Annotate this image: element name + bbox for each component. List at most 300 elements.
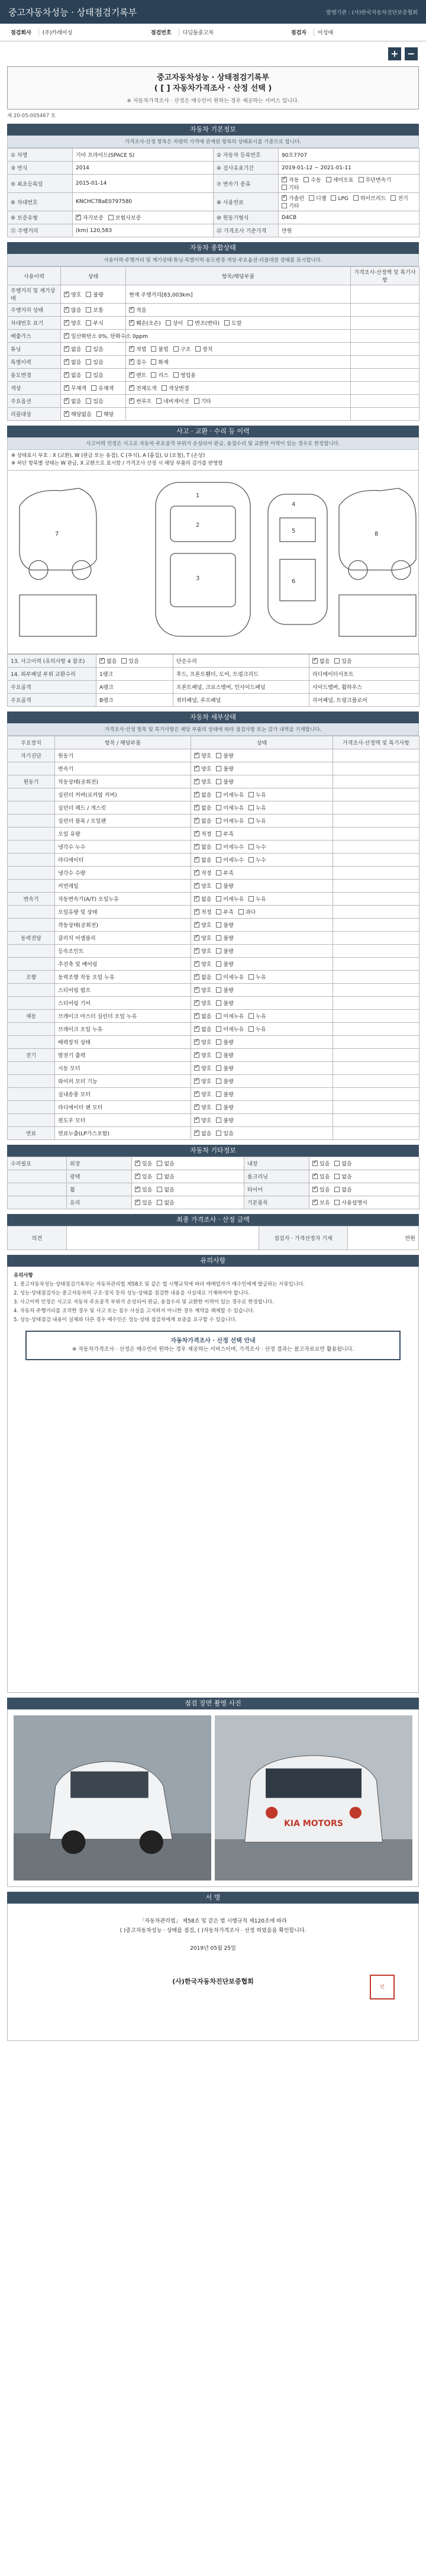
option-label: 해당 (103, 412, 114, 418)
checkbox[interactable] (248, 805, 254, 810)
checkbox[interactable] (64, 333, 69, 339)
summary-state (61, 330, 148, 343)
extra-table (7, 1157, 419, 1209)
checkbox[interactable] (91, 385, 96, 391)
option (64, 386, 86, 392)
detail-remark (333, 945, 419, 958)
checkbox[interactable] (135, 1174, 140, 1179)
checkbox[interactable] (156, 398, 162, 404)
detail-remark (333, 801, 419, 814)
checkbox[interactable] (86, 372, 91, 378)
checkbox[interactable] (216, 857, 221, 862)
svg-text:7: 7 (55, 531, 59, 537)
checkbox[interactable] (64, 411, 69, 417)
option-label: 수동 (311, 178, 321, 183)
detail-item: 작동상태(공회전) (55, 775, 191, 788)
detail-remark (333, 1049, 419, 1062)
checkbox[interactable] (194, 1105, 199, 1110)
summary-item: 용도변경 (8, 369, 61, 382)
checkbox[interactable] (248, 1013, 254, 1019)
checkbox[interactable] (309, 195, 314, 201)
option-label: 일산화탄소 0%, 탄화수소 0ppm (71, 334, 148, 340)
basic-cell (279, 193, 419, 211)
extra-cell: 수리필요 (8, 1157, 67, 1170)
checkbox[interactable] (96, 411, 102, 417)
detail-state (191, 984, 333, 997)
checkbox[interactable] (129, 307, 134, 313)
extra-cell: 외장 (67, 1157, 132, 1170)
sign-text-1: 「자동차관리법」 제58조 및 같은 법 시행규칙 제120조에 따라 (139, 1918, 287, 1924)
checkbox[interactable] (194, 870, 199, 875)
detail-row (8, 893, 419, 906)
option-label: 적정 (201, 871, 212, 877)
checkbox[interactable] (224, 320, 230, 326)
checkbox[interactable] (64, 398, 69, 404)
checkbox[interactable] (334, 1187, 340, 1192)
checkbox[interactable] (359, 177, 364, 182)
checkbox[interactable] (157, 1161, 162, 1166)
checkbox[interactable] (216, 1131, 221, 1136)
option-label: 자가보증 (83, 215, 104, 221)
checkbox[interactable] (173, 346, 179, 352)
checkbox[interactable] (194, 844, 199, 849)
checkbox[interactable] (194, 987, 199, 993)
checkbox[interactable] (194, 1065, 199, 1071)
option (194, 910, 211, 916)
extra-cell (8, 1170, 67, 1183)
checkbox[interactable] (64, 372, 69, 378)
option (194, 1079, 211, 1085)
checkbox[interactable] (194, 1000, 199, 1006)
checkbox[interactable] (194, 779, 199, 784)
checkbox[interactable] (129, 385, 134, 391)
summary-row (8, 395, 419, 408)
option (64, 412, 92, 418)
option-label: 없음 (201, 806, 212, 812)
checkbox[interactable] (194, 818, 199, 823)
option (86, 292, 103, 298)
detail-row (8, 854, 419, 867)
detail-system: 원동기 (8, 775, 55, 788)
option (304, 178, 321, 183)
extra-cell: 유리 (67, 1196, 132, 1209)
option (216, 832, 233, 838)
checkbox[interactable] (312, 658, 318, 664)
checkbox[interactable] (129, 346, 134, 352)
checkbox[interactable] (216, 974, 221, 980)
option-label: 양호 (201, 1105, 212, 1111)
checkbox[interactable] (216, 896, 221, 901)
detail-item: 와이퍼 모터 기능 (55, 1075, 191, 1088)
option-label: 미세누수 (223, 858, 244, 864)
option-label: 불량 (223, 962, 234, 968)
option-label: 가솔린 (289, 196, 305, 202)
checkbox[interactable] (64, 359, 69, 365)
detail-row (8, 945, 419, 958)
checkbox[interactable] (86, 346, 91, 352)
checkbox[interactable] (162, 385, 167, 391)
checkbox[interactable] (248, 792, 254, 797)
checkbox[interactable] (216, 1000, 221, 1006)
option-label: 없음 (71, 399, 82, 405)
checkbox[interactable] (216, 922, 221, 928)
option (312, 659, 330, 665)
summary-item: 튜닝 (8, 343, 61, 356)
checkbox[interactable] (129, 320, 134, 326)
checkbox[interactable] (216, 909, 221, 915)
detail-row (8, 1101, 419, 1114)
detail-row (8, 971, 419, 984)
checkbox[interactable] (151, 359, 156, 365)
zoom-in-button[interactable]: + (388, 47, 401, 60)
detail-item: 냉각수 누수 (55, 841, 191, 854)
checkbox[interactable] (312, 1174, 318, 1179)
checkbox[interactable] (248, 974, 254, 980)
meta-value: (주)카레이싱 (38, 28, 144, 36)
option-label: 미세누유 (223, 975, 244, 981)
detail-row (8, 997, 419, 1010)
summary-state (61, 356, 126, 369)
option-label: 변조(변타) (195, 321, 220, 327)
checkbox[interactable] (194, 831, 199, 836)
checkbox[interactable] (216, 1039, 221, 1045)
checkbox[interactable] (216, 818, 221, 823)
option-label: 없음 (201, 897, 212, 903)
basic-cell: ⑨ 보증유형 (8, 211, 73, 224)
checkbox[interactable] (195, 346, 201, 352)
option (312, 1187, 330, 1193)
checkbox[interactable] (194, 883, 199, 888)
checkbox[interactable] (86, 398, 91, 404)
caution-item: 4. 자동차 주행거리를 조작한 경우 및 사고 또는 침수 사실을 고지하지 아니한 경우 계약을 해제할 수 있습니다. (14, 1308, 255, 1314)
detail-state (191, 788, 333, 801)
zoom-out-button[interactable]: − (405, 47, 418, 60)
checkbox[interactable] (108, 215, 114, 220)
checkbox[interactable] (194, 1026, 199, 1032)
doc-title-line1: 중고자동차성능 · 상태점검기록부 (157, 73, 269, 82)
accident-cell: 단순수리 (173, 655, 309, 668)
checkbox[interactable] (194, 753, 199, 758)
detail-state (191, 775, 333, 788)
meta-value: 이성애 (314, 28, 419, 36)
checkbox[interactable] (282, 177, 287, 182)
checkbox[interactable] (194, 857, 199, 862)
cautions-heading: 유의사항 (14, 1273, 33, 1279)
checkbox[interactable] (194, 1131, 199, 1136)
basic-section-note: 가격조사·산정 항목은 차량의 가격에 관계된 항목의 상태표시를 기준으로 합니다. (7, 136, 419, 148)
summary-row (8, 330, 419, 343)
checkbox[interactable] (194, 909, 199, 915)
checkbox[interactable] (194, 948, 199, 954)
detail-item: 라디에이터 팬 모터 (55, 1101, 191, 1114)
checkbox[interactable] (334, 1200, 340, 1205)
checkbox[interactable] (194, 792, 199, 797)
checkbox[interactable] (194, 1052, 199, 1058)
car-photo-illustration (14, 1715, 211, 1881)
detail-row (8, 880, 419, 893)
checkbox[interactable] (216, 1078, 221, 1084)
checkbox[interactable] (216, 1052, 221, 1058)
accident-section-note: 사고이력 인정은 사고로 자동차 주요골격 부위가 손상되어 판금, 용접수리 및 교환한 이력이 있는 경우로 한정합니다. (7, 437, 419, 450)
summary-parts (126, 330, 351, 343)
basic-row (8, 162, 419, 175)
meta-label: 점검번호 (150, 30, 172, 36)
checkbox[interactable] (216, 935, 221, 941)
checkbox[interactable] (326, 177, 331, 182)
checkbox[interactable] (194, 1091, 199, 1097)
header-subtitle: 발행기관 : (사)한국자동차진단보증협회 (326, 9, 418, 16)
checkbox[interactable] (194, 766, 199, 771)
detail-item: 스티어링 펌프 (55, 984, 191, 997)
option-label: 불량 (223, 780, 234, 785)
detail-state (191, 867, 333, 880)
checkbox[interactable] (121, 658, 127, 664)
summary-row (8, 285, 419, 304)
checkbox[interactable] (248, 844, 254, 849)
checkbox[interactable] (216, 961, 221, 967)
basic-cell: ⑤ 최초등록일 (8, 175, 73, 193)
checkbox[interactable] (135, 1187, 140, 1192)
checkbox[interactable] (86, 359, 91, 365)
checkbox[interactable] (331, 195, 336, 201)
checkbox[interactable] (151, 346, 156, 352)
checkbox[interactable] (129, 359, 134, 365)
detail-row (8, 814, 419, 827)
option-label: 디젤 (316, 196, 327, 202)
checkbox[interactable] (64, 307, 69, 313)
option-label: 리스 (158, 373, 169, 379)
option (248, 806, 266, 812)
option-label: 썬루프 (136, 399, 152, 405)
option-label: 없음 (71, 347, 82, 353)
option (64, 308, 81, 314)
checkbox[interactable] (216, 987, 221, 993)
checkbox[interactable] (334, 1174, 340, 1179)
checkbox[interactable] (194, 1118, 199, 1123)
option-label: 부식 (93, 321, 104, 327)
option (121, 659, 138, 665)
option (86, 321, 103, 327)
option-label: 불량 (223, 1079, 234, 1085)
option-label: 누유 (256, 806, 266, 812)
summary-parts (126, 317, 351, 330)
extra-cell (8, 1183, 67, 1196)
summary-parts (126, 356, 351, 369)
detail-state (191, 945, 333, 958)
checkbox[interactable] (86, 320, 91, 326)
checkbox[interactable] (216, 831, 221, 836)
checkbox[interactable] (194, 1013, 199, 1019)
option (129, 308, 146, 314)
checkbox[interactable] (194, 935, 199, 941)
option (194, 871, 211, 877)
checkbox[interactable] (282, 185, 287, 190)
checkbox[interactable] (194, 1039, 199, 1045)
checkbox[interactable] (64, 346, 69, 352)
basic-row (8, 193, 419, 211)
option (216, 1027, 244, 1033)
extra-section-title: 자동차 기타정보 (7, 1145, 419, 1157)
detail-state (191, 1088, 333, 1101)
option (282, 204, 299, 210)
checkbox[interactable] (216, 1026, 221, 1032)
checkbox[interactable] (194, 896, 199, 901)
checkbox[interactable] (64, 385, 69, 391)
checkbox[interactable] (282, 203, 287, 208)
option (248, 1027, 266, 1033)
checkbox[interactable] (216, 792, 221, 797)
detail-item: 동력조향 작동 오일 누유 (55, 971, 191, 984)
detail-system: 조향 (8, 971, 55, 984)
option (156, 399, 189, 405)
checkbox[interactable] (334, 1161, 340, 1166)
detail-system (8, 1101, 55, 1114)
option (76, 215, 104, 221)
checkbox[interactable] (157, 1174, 162, 1179)
checkbox[interactable] (129, 372, 134, 378)
detail-state (191, 814, 333, 827)
checkbox[interactable] (248, 857, 254, 862)
detail-item: 실린더 커버(로커암 커버) (55, 788, 191, 801)
detail-item: 커먼레일 (55, 880, 191, 893)
checkbox[interactable] (64, 320, 69, 326)
option-label: 보험사보증 (115, 215, 141, 221)
option-label: 불량 (223, 884, 234, 890)
checkbox[interactable] (216, 948, 221, 954)
basic-row (8, 224, 419, 237)
checkbox[interactable] (135, 1161, 140, 1166)
checkbox[interactable] (99, 658, 105, 664)
checkbox[interactable] (238, 909, 244, 915)
checkbox[interactable] (194, 974, 199, 980)
checkbox[interactable] (334, 658, 340, 664)
summary-remark (351, 395, 419, 408)
checkbox[interactable] (194, 1078, 199, 1084)
checkbox[interactable] (216, 766, 221, 771)
checkbox[interactable] (248, 896, 254, 901)
header-bar (0, 0, 426, 24)
detail-remark (333, 1023, 419, 1036)
summary-parts (126, 395, 351, 408)
checkbox[interactable] (312, 1200, 318, 1205)
option-label: 없음 (201, 819, 212, 825)
checkbox[interactable] (135, 1200, 140, 1205)
detail-head: 가격조사·산정액 및 특기사항 (333, 736, 419, 749)
detail-item: 원동기 (55, 749, 191, 762)
option (326, 178, 354, 183)
option-label: 영업용 (180, 373, 196, 379)
option-label: 누수 (256, 845, 266, 851)
vehicle-diagram (7, 471, 419, 654)
checkbox[interactable] (157, 1187, 162, 1192)
checkbox[interactable] (194, 961, 199, 967)
option (216, 780, 233, 785)
option-label: 장치 (202, 347, 213, 353)
checkbox[interactable] (166, 320, 171, 326)
detail-state (191, 997, 333, 1010)
option (173, 373, 196, 379)
checkbox[interactable] (216, 844, 221, 849)
legend-line: ※ 하단 항목별 상태는 W 판금, X 교환으로 표시함 / 가격조사 산정 시 해당 부품의 감가를 반영함 (11, 461, 223, 466)
checkbox[interactable] (216, 1091, 221, 1097)
opinion-field[interactable] (67, 1226, 259, 1250)
detail-row (8, 1114, 419, 1127)
summary-state (61, 408, 126, 421)
checkbox[interactable] (216, 753, 221, 758)
option-label: 양호 (201, 949, 212, 955)
checkbox[interactable] (188, 320, 193, 326)
accident-cell: 쿼터패널, 루프패널 (173, 694, 309, 707)
seal-stamp: 인 (370, 1975, 395, 1999)
checkbox[interactable] (248, 818, 254, 823)
detail-state (191, 1010, 333, 1023)
option (334, 1174, 351, 1180)
detail-row (8, 1075, 419, 1088)
detail-item: 브레이크 마스터 실린더 오일 누유 (55, 1010, 191, 1023)
checkbox[interactable] (194, 805, 199, 810)
checkbox[interactable] (390, 195, 396, 201)
checkbox[interactable] (248, 1026, 254, 1032)
option-label: 부족 (223, 832, 234, 838)
checkbox[interactable] (194, 922, 199, 928)
checkbox[interactable] (216, 1118, 221, 1123)
checkbox[interactable] (216, 805, 221, 810)
checkbox[interactable] (76, 215, 81, 220)
checkbox[interactable] (86, 307, 91, 313)
option (334, 659, 351, 665)
checkbox[interactable] (216, 1105, 221, 1110)
option (195, 347, 212, 353)
checkbox[interactable] (216, 870, 221, 875)
option (334, 1200, 367, 1206)
detail-state (191, 1023, 333, 1036)
checkbox[interactable] (216, 779, 221, 784)
checkbox[interactable] (353, 195, 359, 201)
detail-remark (333, 971, 419, 984)
option-label: 없음 (164, 1200, 175, 1206)
option-label: 불량 (223, 949, 234, 955)
checkbox[interactable] (194, 398, 199, 404)
detail-item: 시동 모터 (55, 1062, 191, 1075)
option-label: 양호 (201, 962, 212, 968)
detail-state (191, 880, 333, 893)
checkbox[interactable] (64, 292, 69, 297)
checkbox[interactable] (282, 195, 287, 201)
detail-row (8, 801, 419, 814)
option-label: 양호 (201, 1066, 212, 1072)
option (86, 399, 103, 405)
detail-system (8, 880, 55, 893)
checkbox[interactable] (304, 177, 309, 182)
checkbox[interactable] (216, 1013, 221, 1019)
checkbox[interactable] (312, 1161, 318, 1166)
summary-remark (351, 382, 419, 395)
checkbox[interactable] (86, 292, 91, 297)
detail-system (8, 984, 55, 997)
checkbox[interactable] (151, 372, 156, 378)
detail-item: 작동상태(공회전) (55, 919, 191, 932)
checkbox[interactable] (173, 372, 179, 378)
checkbox[interactable] (312, 1187, 318, 1192)
inspection-photos (7, 1709, 419, 1887)
checkbox[interactable] (129, 398, 134, 404)
detail-system (8, 919, 55, 932)
checkbox[interactable] (216, 1065, 221, 1071)
checkbox[interactable] (157, 1200, 162, 1205)
summary-remark (351, 356, 419, 369)
checkbox[interactable] (216, 883, 221, 888)
option-label: 불량 (223, 1105, 234, 1111)
